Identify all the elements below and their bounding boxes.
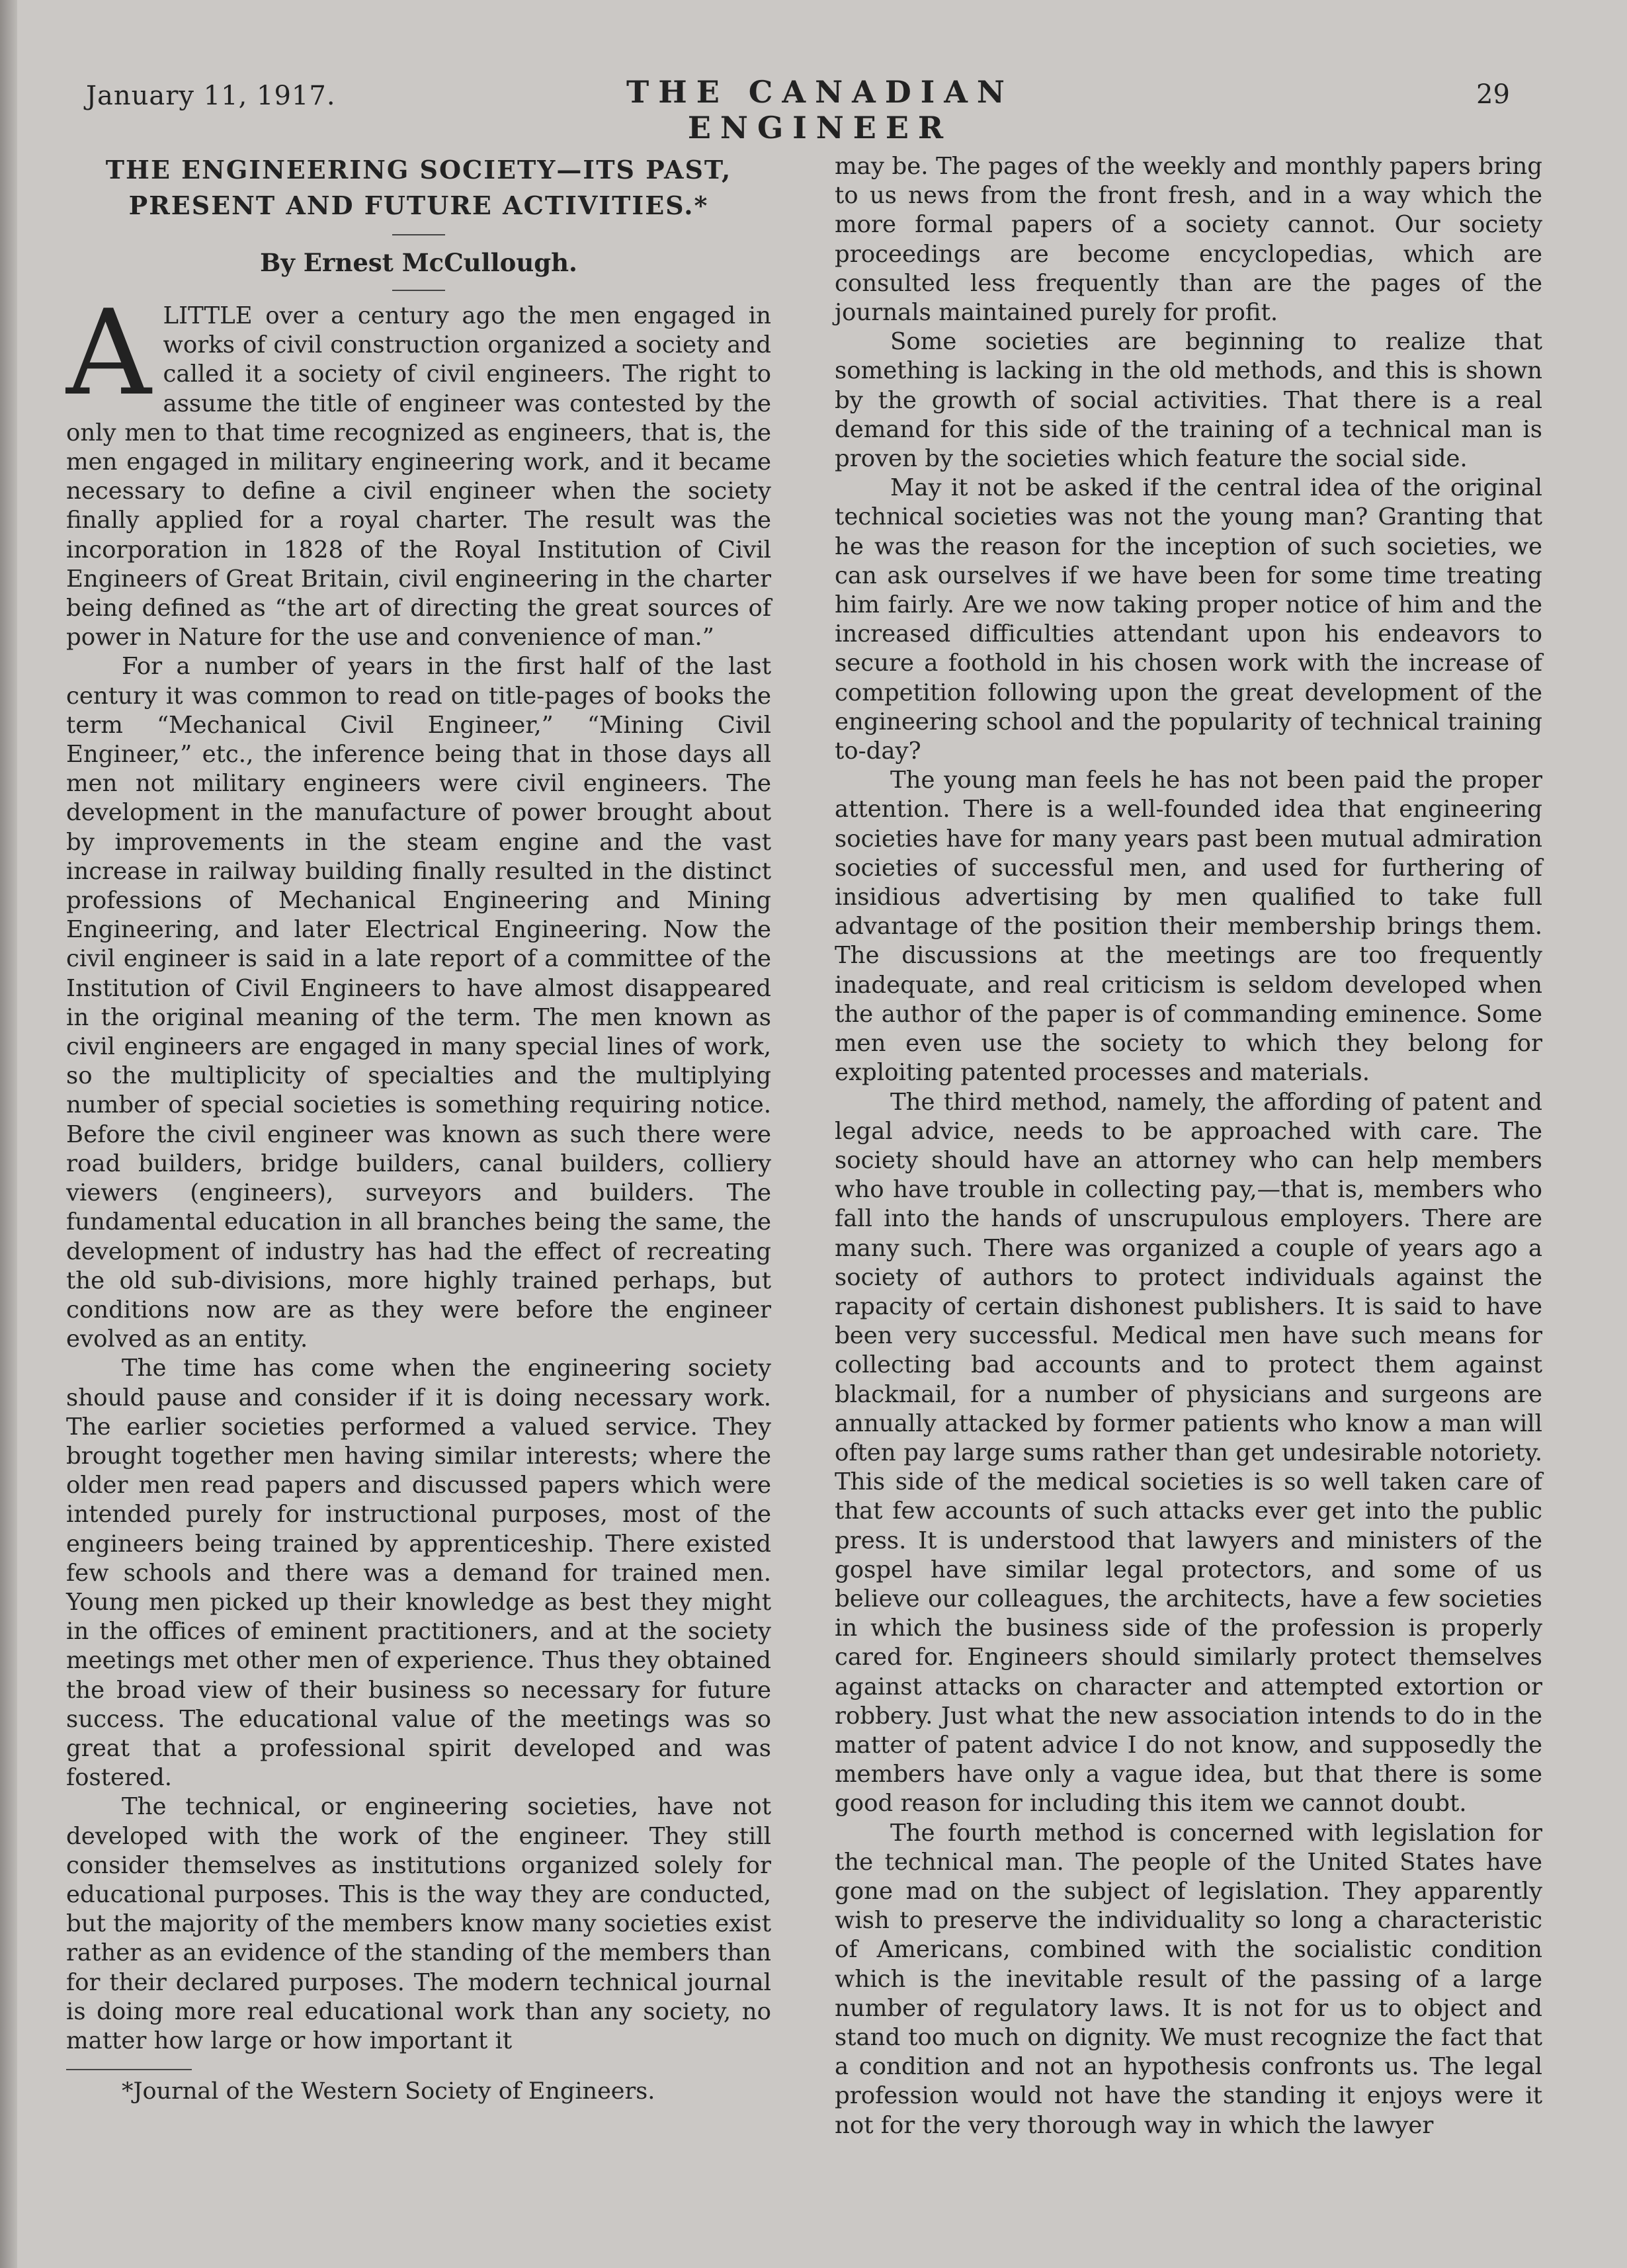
paragraph-7: May it not be asked if the central idea of the original technical societies was not the young man? Granting that he was the reason for the inception of such societies, we can ask ourselves if we have been for some time treating him fairly. Are we now taking proper notice of him and the increased difficulties attendant upon his endeavors to secure a foothold in his chosen work with the increase of competition following upon the great development of the engineering school and the popularity of technical training to-day? xyxy=(835,474,1542,765)
footnote: *Journal of the Western Society of Engineers. xyxy=(122,2078,655,2105)
journal-title: THE CANADIAN ENGINEER xyxy=(626,74,1014,146)
byline: By Ernest McCullough. xyxy=(260,248,577,277)
paragraph-1 xyxy=(66,284,771,652)
title-rule xyxy=(392,234,445,235)
right-column xyxy=(835,152,1542,2140)
issue-date: January 11, 1917. xyxy=(86,81,336,111)
running-head xyxy=(0,74,1627,146)
paragraph-1-text: LITTLE over a century ago the men engaged in works of civil construction organized a society and called it a society of civil engineers. The right to assume the title of engineer was contested by the only men to that time recognized as engineers, that is, the men engaged in military engineering work, and it became necessary to define a civil engineer when the society finally applied for a royal charter. The result was the incorporation in 1828 of the Royal Institution of Civil Engineers of Great Britain, civil engineering in the charter being defined as “the art of directing the great sources of power in Nature for the use and convenience of man.” xyxy=(66,302,771,651)
left-column xyxy=(66,152,771,2106)
paragraph-4: The technical, or engineering societies, have not developed with the work of the engineer. They still consider themselves as institutions organized solely for educational purposes. This is the way they are conducted, but the majority of the members know many societies exist rather as an evidence of the standing of the members than for their declared purposes. The modern technical journal is doing more real educational work than any society, no matter how large or how important it xyxy=(66,1793,771,2054)
paragraph-8: The young man feels he has not been paid the proper attention. There is a well-founded idea that engineering societies have for many years past been mutual admiration societies of successful men, and used for furthering of insidious advertising by men qualified to take full advantage of the position their membership brings them. The discussions at the meetings are too frequently inadequate, and real criticism is seldom developed when the author of the paper is of commanding eminence. Some men even use the society to which they belong for exploiting patented processes and materials. xyxy=(835,767,1542,1087)
byline-rule xyxy=(392,290,445,291)
paragraph-6: Some societies are beginning to realize that something is lacking in the old methods, and this is shown by the growth of social activities. That there is a real demand for this side of the training of a technical man is proven by the societies which feature the social side. xyxy=(835,328,1542,473)
paragraph-10: The fourth method is concerned with legislation for the technical man. The people of the United States have gone mad on the subject of legislation. They apparently wish to preserve the individuality so long a characteristic of Americans, combined with the socialistic condition which is the inevitable result of the passing of a large number of regulatory laws. It is not for us to object and stand too much on dignity. We must recognize the fact that a condition and not an hypothesis confronts us. The legal profession would not have the standing it enjoys were it not for the very thorough way in which the lawyer xyxy=(835,1819,1542,2139)
drop-cap: A xyxy=(66,284,151,421)
paragraph-9: The third method, namely, the affording of patent and legal advice, needs to be approached with care. The society should have an attorney who can help members who have trouble in collecting pay,—that is, members who fall into the hands of unscrupulous employers. There are many such. There was organized a couple of years ago a society of authors to protect individuals against the rapacity of certain dishonest publishers. It is said to have been very successful. Medical men have such means for collecting bad accounts and to protect them against blackmail, for a number of physicians and surgeons are annually attacked by former patients who know a man will often pay large sums rather than get undesirable notoriety. This side of the medical societies is so well taken care of that few accounts of such attacks ever get into the public press. It is understood that lawyers and ministers of the gospel have similar legal protectors, and some of us believe our colleagues, the architects, have a few societies in which the business side of the profession is properly cared for. Engineers should similarly protect themselves against attacks on character and attempted extortion or robbery. Just what the new association intends to do in the matter of patent advice I do not know, and supposedly the members have only a vague idea, but that there is some good reason for including this item we cannot doubt. xyxy=(835,1088,1542,1818)
page-number: 29 xyxy=(1476,79,1510,110)
page-edge xyxy=(0,0,17,2268)
article-title-line-1: THE ENGINEERING SOCIETY—ITS PAST, xyxy=(105,155,732,185)
paragraph-2: For a number of years in the first half of the last century it was common to read on title-pages of books the term “Mechanical Civil Engineer,” “Mining Civil Engineer,” etc., the inference being that in those days all men not military engineers were civil engineers. The development in the manufacture of power brought about by improvements in the steam engine and the vast increase in railway building finally resulted in the distinct professions of Mechanical Engineering and Mining Engineering, and later Electrical Engineering. Now the civil engineer is said in a late report of a committee of the Institution of Civil Engineers to have almost disappeared in the original meaning of the term. The men known as civil engineers are engaged in many special lines of work, so the multiplicity of specialties and the multiplying number of special societies is something requiring notice. Before the civil engineer was known as such there were road builders, bridge builders, canal builders, colliery viewers (engineers), surveyors and builders. The fundamental education in all branches being the same, the development of industry has had the effect of recreating the old sub-divisions, more highly trained perhaps, but conditions now are as they were before the engineer evolved as an entity. xyxy=(66,653,771,1353)
paragraph-3: The time has come when the engineering society should pause and consider if it is doing necessary work. The earlier societies performed a valued service. They brought together men having similar interests; where the older men read papers and discussed papers which were intended purely for instructional purposes, most of the engineers being trained by apprenticeship. There existed few schools and there was a demand for trained men. Young men picked up their knowledge as best they might in the offices of eminent practitioners, and at the society meetings met other men of experience. Thus they obtained the broad view of their business so necessary for future success. The educational value of the meetings was so great that a professional spirit developed and was fostered. xyxy=(66,1355,771,1792)
paragraph-5: may be. The pages of the weekly and monthly papers bring to us news from the front fresh, and in a way which the more formal papers of a society cannot. Our society proceedings are become encyclopedias, which are consulted less frequently than are the pages of the journals maintained purely for profit. xyxy=(835,153,1542,327)
footnote-rule xyxy=(66,2069,192,2070)
article-title-line-2: PRESENT AND FUTURE ACTIVITIES.* xyxy=(128,190,709,220)
